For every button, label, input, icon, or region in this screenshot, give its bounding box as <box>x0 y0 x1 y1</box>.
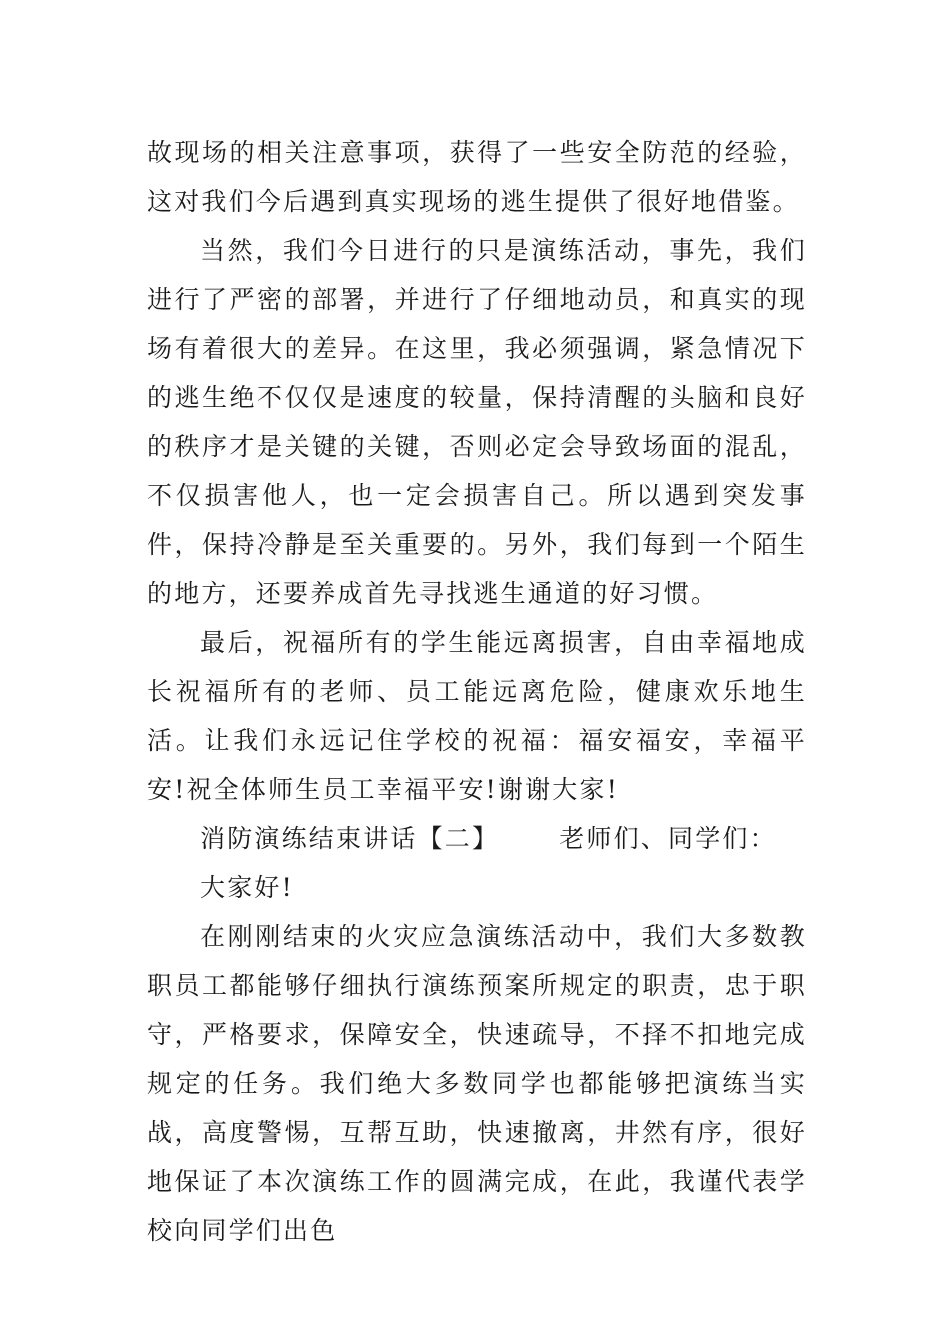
section-title: 消防演练结束讲话【二】 <box>200 824 500 853</box>
paragraph-drill-reflection: 当然，我们今日进行的只是演练活动，事先，我们进行了严密的部署，并进行了仔细地动员，和真实的现场有着很大的差异。在这里，我必须强调，紧急情况下的逃生绝不仅仅是速度的较量，保持清醒的头脑和良好的秩序才是关键的关键，否则必定会导致场面的混乱，不仅损害他人，也一定会损害自己。所以遇到突发事件，保持冷静是至关重要的。另外，我们每到一个陌生的地方，还要养成首先寻找逃生通道的好习惯。 <box>147 236 807 608</box>
section-heading-line <box>147 814 807 863</box>
salutation: 老师们、同学们： <box>559 824 777 853</box>
greeting: 大家好! <box>200 873 294 902</box>
paragraph-blessing: 最后，祝福所有的学生能远离损害，自由幸福地成长祝福所有的老师、员工能远离危险，健康欢乐地生活。让我们永远记住学校的祝福：福安福安，幸福平安!祝全体师生员工幸福平安!谢谢大家! <box>147 628 807 804</box>
paragraph-continued: 故现场的相关注意事项，获得了一些安全防范的经验，这对我们今后遇到真实现场的逃生提供了很好地借鉴。 <box>147 138 807 216</box>
document-body <box>147 128 807 1255</box>
paragraph-drill-summary: 在刚刚结束的火灾应急演练活动中，我们大多数教职员工都能够仔细执行演练预案所规定的职责，忠于职守，严格要求，保障安全，快速疏导，不择不扣地完成规定的任务。我们绝大多数同学也都能够把演练当实战，高度警惕，互帮互助，快速撤离，井然有序，很好地保证了本次演练工作的圆满完成，在此，我谨代表学校向同学们出色 <box>147 922 807 1245</box>
